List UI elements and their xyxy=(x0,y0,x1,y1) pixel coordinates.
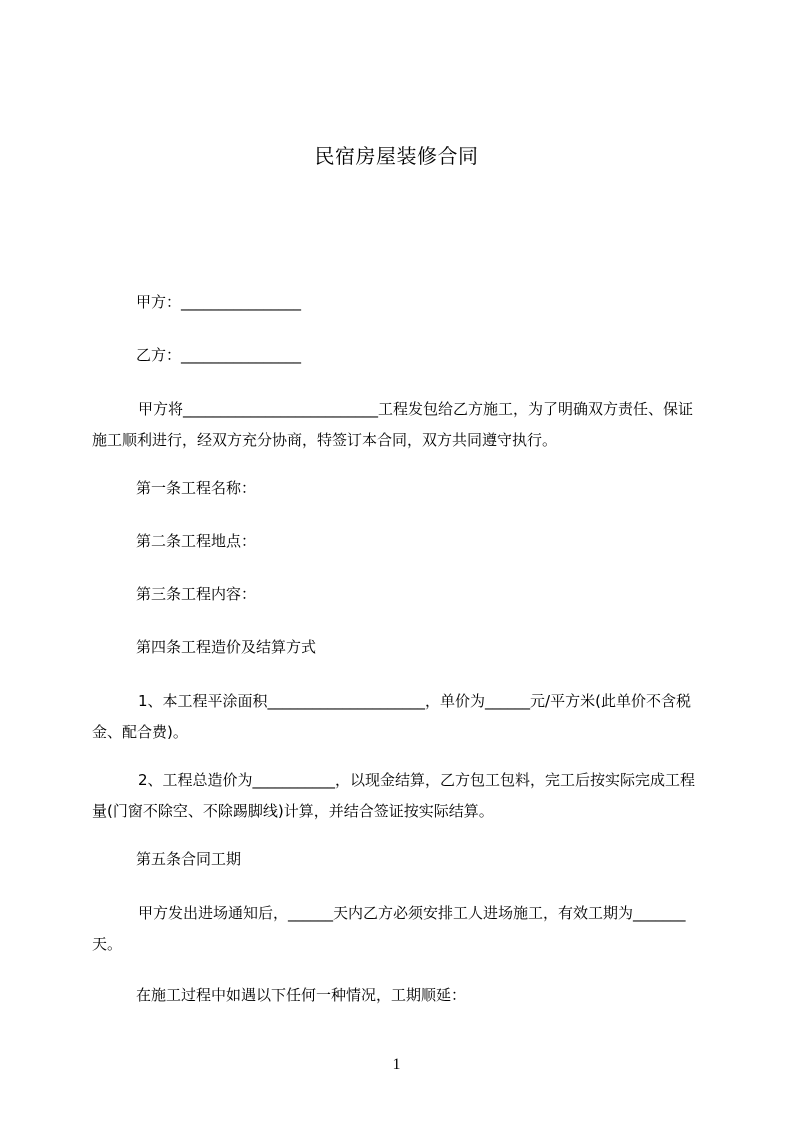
article-2-project-location: 第二条工程地点： xyxy=(136,532,257,550)
intro-paragraph: 甲方将__________________________工程发包给乙方施工，为了明确双方责任、保证施工顺利进行，经双方充分协商，特签订本合同，双方共同遵守执行。 xyxy=(92,400,694,449)
article-5-contract-period: 第五条合同工期 xyxy=(136,850,242,868)
article-1-project-name: 第一条工程名称： xyxy=(136,479,257,497)
party-a-line: 甲方：________________ xyxy=(136,293,302,311)
document-title: 民宿房屋装修合同 xyxy=(314,144,479,168)
clause-5-2-extension: 在施工过程中如遇以下任何一种情况，工期顺延： xyxy=(136,986,467,1004)
clause-5-1-schedule: 甲方发出进场通知后，______天内乙方必须安排工人进场施工，有效工期为_______天。 xyxy=(92,904,686,953)
page-number: 1 xyxy=(392,1056,401,1073)
article-3-project-content: 第三条工程内容： xyxy=(136,585,257,603)
party-b-line: 乙方：________________ xyxy=(136,346,302,364)
clause-4-1-area-price: 1、本工程平涂面积_____________________，单价为______元/平方米(此单价不含税金、配合费)。 xyxy=(92,692,691,741)
clause-4-2-total-cost: 2、工程总造价为___________，以现金结算，乙方包工包料，完工后按实际完成工程量(门窗不除空、不除踢脚线)计算，并结合签证按实际结算。 xyxy=(92,771,696,820)
article-4-cost-settlement: 第四条工程造价及结算方式 xyxy=(136,638,317,656)
